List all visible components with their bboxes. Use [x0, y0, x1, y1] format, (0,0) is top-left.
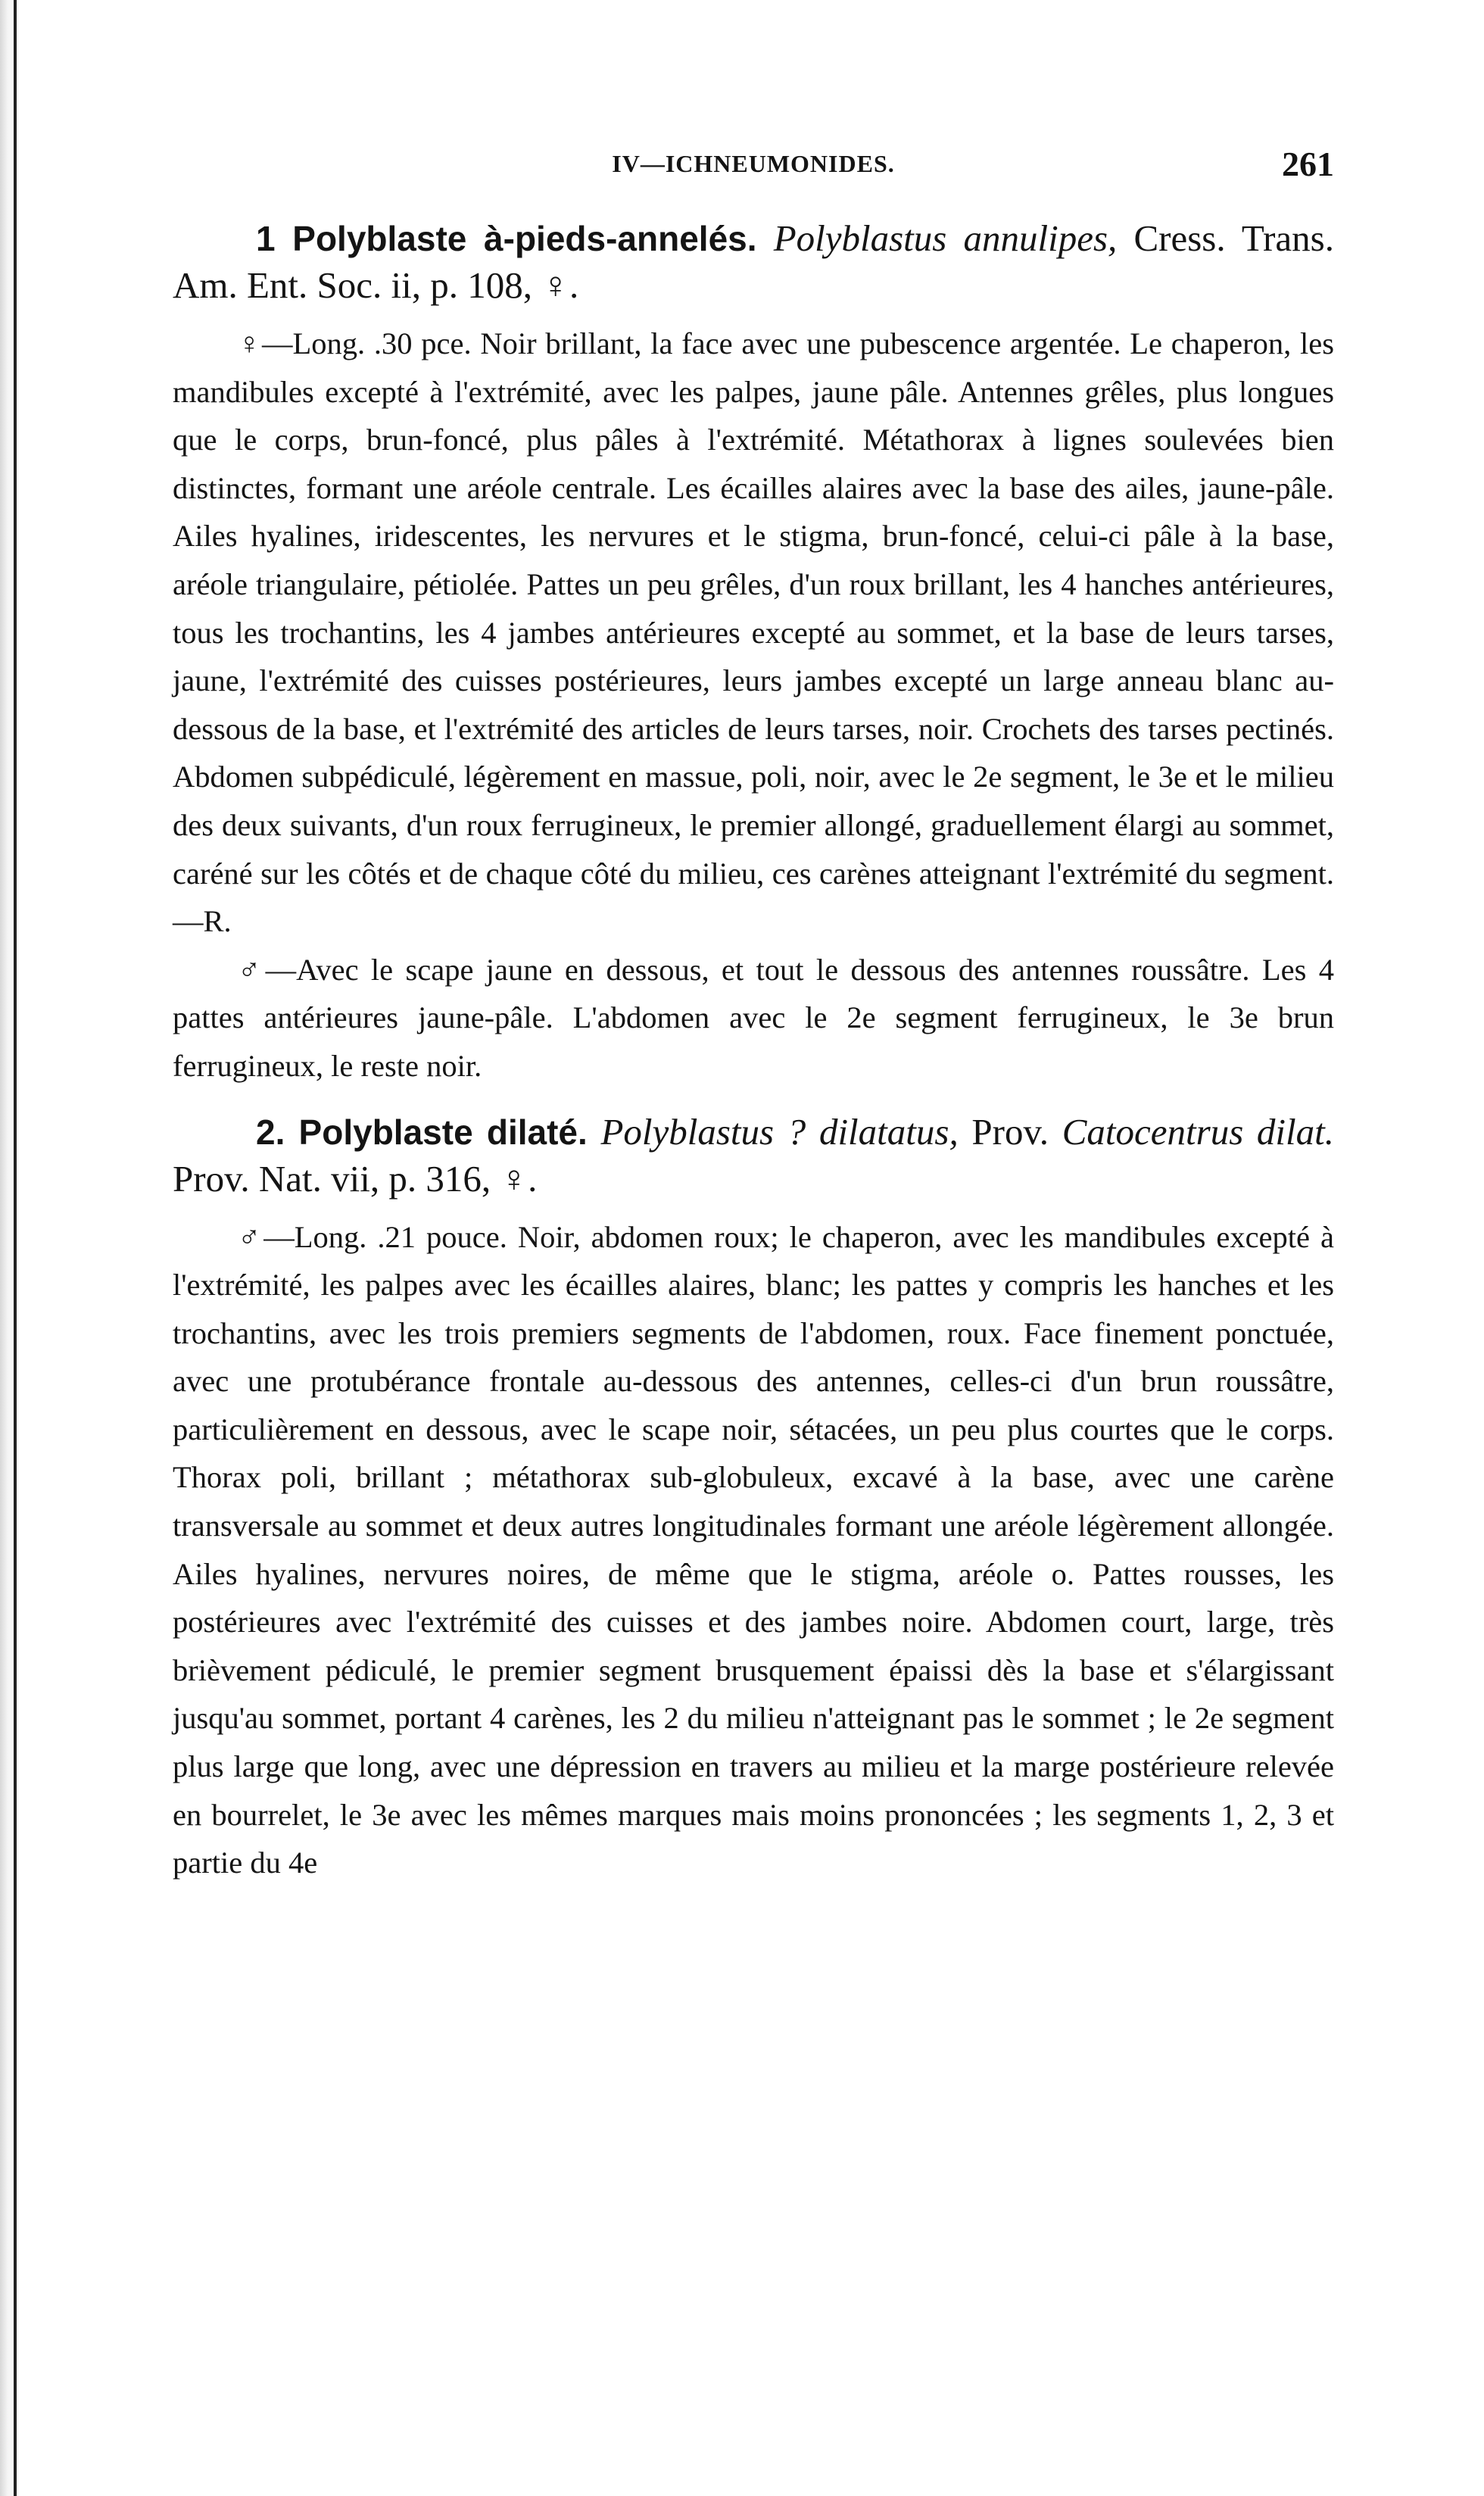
page-binding-edge	[14, 0, 17, 2496]
entry-citation: Prov. Nat. vii, p. 316, ♀.	[173, 1157, 538, 1200]
description-paragraph: ♂—Long. .21 pouce. Noir, abdomen roux; le chaperon, avec les mandibules excepté à l'extrémité, les palpes avec les écailles alaires, blanc; les pattes y compris les hanches et les trochantins, avec les trois premiers segments de l'abdomen, roux. Face finement ponctuée, avec une protubérance frontale au-dessous des antennes, celles-ci d'un brun roussâtre, particulièrement en dessous, avec le scape noir, sétacées, un peu plus courtes que le corps. Thorax poli, brillant ; métathorax sub-globuleux, excavé à la base, avec une carène transversale au sommet et deux autres longitudinales formant une aréole légèrement allongée. Ailes hyalines, nervures noires, de même que le stigma, aréole o. Pattes rousses, les postérieures avec l'extrémité des cuisses et des jambes noire. Abdomen court, large, très brièvement pédiculé, le premier segment brusquement épaissi dès la base et s'élargissant jusqu'au sommet, portant 4 carènes, les 2 du milieu n'atteignant pas le sommet ; le 2e segment plus large que long, avec une dépression en travers au milieu et la marge postérieure relevée en bourrelet, le 3e avec les mêmes marques mais moins prononcées ; les segments 1, 2, 3 et partie du 4e	[173, 1219, 1334, 1880]
page-binding-shadow	[0, 0, 20, 2496]
entry-heading	[173, 215, 1334, 309]
entry-citation: Cress. Trans. Am. Ent. Soc. ii, p. 108, ♀.	[173, 217, 1334, 306]
running-title: IV—ICHNEUMONIDES.	[612, 150, 895, 177]
page	[173, 144, 1334, 1887]
page-number: 261	[1282, 145, 1334, 183]
description-paragraph: ♂—Avec le scape jaune en dessous, et tout le dessous des antennes roussâtre. Les 4 pattes antérieures jaune-pâle. L'abdomen avec le 2e segment ferrugineux, le 3e brun ferrugineux, le reste noir.	[173, 952, 1334, 1083]
entry-synonym: Catocentrus dilat.	[1062, 1110, 1335, 1153]
description-paragraph: ♀—Long. .30 pce. Noir brillant, la face avec une pubescence argentée. Le chaperon, les mandibules excepté à l'extrémité, avec les palpes, jaune pâle. Antennes grêles, plus longues que le corps, brun-foncé, plus pâles à l'extrémité. Métathorax à lignes soulevées bien distinctes, formant une aréole centrale. Les écailles alaires avec la base des ailes, jaune-pâle. Ailes hyalines, iridescentes, les nervures et le stigma, brun-foncé, celui-ci pâle à la base, aréole triangulaire, pétiolée. Pattes un peu grêles, d'un roux brillant, les 4 hanches antérieures, tous les trochantins, les 4 jambes antérieures excepté au sommet, et la base de leurs tarses, jaune, l'extrémité des cuisses postérieures, leurs jambes excepté un large anneau blanc au-dessous de la base, et l'extrémité des articles de leurs tarses, noir. Crochets des tarses pectinés. Abdomen subpédiculé, légèrement en massue, poli, noir, avec le 2e segment, le 3e et le milieu des deux suivants, d'un roux ferrugineux, le premier allongé, graduellement élargi au sommet, caréné sur les côtés et de chaque côté du milieu, ces carènes atteignant l'extrémité du segment.—R.	[173, 326, 1334, 939]
entry-name: 1 Polyblaste à-pieds-annelés.	[256, 219, 757, 258]
running-head	[173, 144, 1334, 204]
entry-latin-name: Polyblastus ? dilatatus,	[600, 1110, 959, 1153]
spacer	[173, 1090, 1334, 1098]
entry-heading	[173, 1109, 1334, 1203]
entry-citation-pre: Prov.	[971, 1110, 1049, 1153]
entry-name: 2. Polyblaste dilaté.	[256, 1112, 588, 1152]
entry-latin-name: Polyblastus annulipes,	[773, 217, 1118, 259]
